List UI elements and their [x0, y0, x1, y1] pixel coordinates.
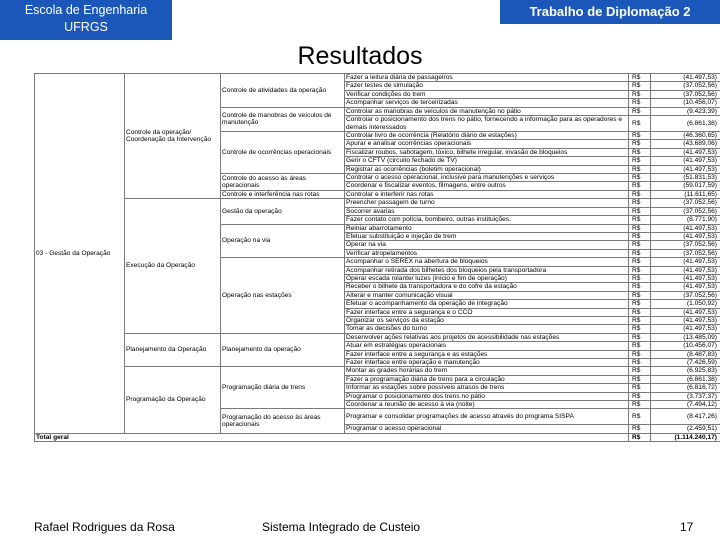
activity-cell: Montar as grades horárias do trem: [345, 367, 629, 375]
value-cell: (41.497,53): [651, 232, 720, 240]
results-table: [34, 73, 720, 442]
value-cell: (41.497,53): [651, 325, 720, 333]
currency-cell: R$: [629, 132, 651, 140]
activity-cell: Coordenar a reunião de acesso à via (noite): [345, 401, 629, 409]
currency-cell: R$: [629, 425, 651, 433]
value-cell: (7.426,59): [651, 359, 720, 367]
activity-cell: Programar o acesso operacional: [345, 425, 629, 433]
currency-cell: R$: [629, 350, 651, 358]
activity-cell: Operar escada rolante/ luzes (início e fim de operação): [345, 274, 629, 282]
activity-cell: Reiniar abarrotamento: [345, 224, 629, 232]
value-cell: (37.052,56): [651, 241, 720, 249]
activity-cell: Fazer a leitura diária de passageiros: [345, 74, 629, 82]
activity-cell: Informar as estações sobre possíveis atrasos de trens: [345, 384, 629, 392]
page-number: 17: [680, 520, 694, 534]
header-school: Escola de Engenharia: [24, 3, 148, 17]
value-cell: (7.494,12): [651, 401, 720, 409]
value-cell: (10.456,07): [651, 99, 720, 107]
activity-cell: Fazer interface entre a segurança e as estações: [345, 350, 629, 358]
currency-cell: R$: [629, 375, 651, 383]
currency-cell: R$: [629, 401, 651, 409]
footer-system: Sistema Integrado de Custeio: [262, 520, 421, 534]
value-cell: (8.487,83): [651, 350, 720, 358]
activity-cell: Socorrer avarias: [345, 207, 629, 215]
activity-cell: Organizar os serviços da estação: [345, 316, 629, 324]
currency-cell: R$: [629, 74, 651, 82]
currency-cell: R$: [629, 333, 651, 341]
value-cell: (41.497,53): [651, 266, 720, 274]
activity-cell: Controlar o acesso operacional, inclusive para manutenções e serviços: [345, 174, 629, 182]
total-label: Total geral: [35, 433, 629, 441]
value-cell: (37.052,56): [651, 90, 720, 98]
value-cell: (3.737,37): [651, 392, 720, 400]
l2-controle: Controle da operação/ Coordenação da Intervenção: [125, 74, 221, 199]
activity-cell: Desenvolver ações relativas aos projetos de acessibilidade nas estações: [345, 333, 629, 341]
currency-cell: R$: [629, 392, 651, 400]
header-course: Trabalho de Diplomação 2: [500, 0, 720, 24]
activity-cell: Atuar em estratégias operacionais: [345, 342, 629, 350]
l1-cell: 03 - Gestão da Operação: [35, 74, 125, 434]
currency-cell: R$: [629, 274, 651, 282]
activity-cell: Fazer contato com polícia, bombeiro, outras instituições.: [345, 216, 629, 224]
value-cell: (46.360,65): [651, 132, 720, 140]
value-cell: (41.497,53): [651, 308, 720, 316]
activity-cell: Controlar o posicionamento dos trens no pátio, fornecendo a informação para as operadores e demais interessados: [345, 116, 629, 132]
value-cell: (41.497,53): [651, 316, 720, 324]
activity-cell: Efetuar o acompanhamento da operação de integração: [345, 300, 629, 308]
value-cell: (6.861,38): [651, 375, 720, 383]
value-cell: (37.052,56): [651, 82, 720, 90]
l3-manobras: Controle de manobras de veículos de manutenção: [221, 107, 345, 131]
activity-cell: Controlar livro de ocorrência (Relatório diário de estações): [345, 132, 629, 140]
activity-cell: Preencher passagem de turno: [345, 199, 629, 207]
value-cell: (41.497,53): [651, 148, 720, 156]
currency-cell: R$: [629, 182, 651, 190]
currency-cell: R$: [629, 116, 651, 132]
value-cell: (13.485,09): [651, 333, 720, 341]
currency-cell: R$: [629, 291, 651, 299]
currency-cell: R$: [629, 241, 651, 249]
activity-cell: Fazer interface entre operação e manutenção: [345, 359, 629, 367]
results-table-wrapper: [34, 73, 720, 442]
total-currency: R$: [629, 433, 651, 441]
value-cell: (37.052,56): [651, 249, 720, 257]
currency-cell: R$: [629, 283, 651, 291]
activity-cell: Registrar as ocorrências (boletim operacional): [345, 165, 629, 173]
currency-cell: R$: [629, 216, 651, 224]
activity-cell: Acompanhar serviços de terceirizadas: [345, 99, 629, 107]
activity-cell: Acompanhar o SEREX na abertura de bloqueios: [345, 258, 629, 266]
activity-cell: Fiscalizar roubos, sabotagem, tóxico, bilhete irregular, invasão de bloqueios: [345, 148, 629, 156]
currency-cell: R$: [629, 258, 651, 266]
header-university: UFRGS: [64, 20, 108, 34]
value-cell: (41.497,53): [651, 274, 720, 282]
l3-atividades: Controle de atividades da operação: [221, 74, 345, 108]
l3-acesso: Controle do acesso às áreas operacionais: [221, 174, 345, 191]
activity-cell: Coordenar e fiscalizar eventos, filmagens, entre outros: [345, 182, 629, 190]
value-cell: (43.689,06): [651, 140, 720, 148]
currency-cell: R$: [629, 316, 651, 324]
l3-via: Operação na via: [221, 224, 345, 258]
l2-planejamento: Planejamento da Operação: [125, 333, 221, 367]
activity-cell: Fazer testes de simulação: [345, 82, 629, 90]
activity-cell: Alterar e manter comunicação visual: [345, 291, 629, 299]
table-row: [35, 333, 720, 341]
currency-cell: R$: [629, 190, 651, 198]
currency-cell: R$: [629, 342, 651, 350]
currency-cell: R$: [629, 82, 651, 90]
l2-programacao: Programação da Operação: [125, 367, 221, 433]
value-cell: (6.925,83): [651, 367, 720, 375]
footer-author: Rafael Rodrigues da Rosa: [34, 520, 175, 534]
value-cell: (2.459,51): [651, 425, 720, 433]
activity-cell: Efetuar substituição e injeção de trem: [345, 232, 629, 240]
value-cell: (59.017,59): [651, 182, 720, 190]
table-row: [35, 74, 720, 82]
value-cell: (51.831,53): [651, 174, 720, 182]
currency-cell: R$: [629, 232, 651, 240]
currency-cell: R$: [629, 207, 651, 215]
currency-cell: R$: [629, 325, 651, 333]
value-cell: (1.050,92): [651, 300, 720, 308]
header-institution: [0, 0, 172, 40]
activity-cell: Fazer a programação diária de trens para a circulação: [345, 375, 629, 383]
currency-cell: R$: [629, 224, 651, 232]
value-cell: (41.497,53): [651, 258, 720, 266]
value-cell: (8.417,26): [651, 409, 720, 425]
value-cell: (41.497,53): [651, 165, 720, 173]
activity-cell: Verificar atropelamentos: [345, 249, 629, 257]
currency-cell: R$: [629, 266, 651, 274]
value-cell: (41.497,53): [651, 283, 720, 291]
value-cell: (41.497,53): [651, 157, 720, 165]
l3-prog-acesso: Programação do acesso às áreas operacionais: [221, 409, 345, 433]
activity-cell: Fazer interface entre a segurança e o CCO: [345, 308, 629, 316]
value-cell: (11.611,65): [651, 190, 720, 198]
currency-cell: R$: [629, 174, 651, 182]
currency-cell: R$: [629, 148, 651, 156]
currency-cell: R$: [629, 165, 651, 173]
value-cell: (37.052,56): [651, 291, 720, 299]
currency-cell: R$: [629, 359, 651, 367]
value-cell: (6.816,72): [651, 384, 720, 392]
currency-cell: R$: [629, 367, 651, 375]
currency-cell: R$: [629, 157, 651, 165]
activity-cell: Acompanhar retirada dos bilhetes dos bloqueios pela transportadora: [345, 266, 629, 274]
l3-estacoes: Operação nas estações: [221, 258, 345, 334]
currency-cell: R$: [629, 140, 651, 148]
value-cell: (41.497,53): [651, 74, 720, 82]
value-cell: (6.861,38): [651, 116, 720, 132]
l3-gestao: Gestão da operação: [221, 199, 345, 224]
activity-cell: Apurar e analisar ocorrências operacionais: [345, 140, 629, 148]
currency-cell: R$: [629, 308, 651, 316]
value-cell: (37.052,56): [651, 199, 720, 207]
activity-cell: Tomar as decisões do turno: [345, 325, 629, 333]
activity-cell: Receber o bilhete da transportadora e do cofre da estação: [345, 283, 629, 291]
total-value: (1.114.240,17): [651, 433, 720, 441]
activity-cell: Verificar condições do trem: [345, 90, 629, 98]
activity-cell: Controlar as manobras de veículos de manutenção no pátio: [345, 107, 629, 115]
l3-prog-trens: Programação diária de trens: [221, 367, 345, 409]
activity-cell: Programar o posicionamento dos trens no pátio: [345, 392, 629, 400]
activity-cell: Operar na via: [345, 241, 629, 249]
l3-planej: Planejamento da operação: [221, 333, 345, 367]
currency-cell: R$: [629, 409, 651, 425]
value-cell: (37.052,56): [651, 207, 720, 215]
value-cell: (10.456,07): [651, 342, 720, 350]
value-cell: (9.423,39): [651, 107, 720, 115]
currency-cell: R$: [629, 249, 651, 257]
currency-cell: R$: [629, 90, 651, 98]
value-cell: (8.771,90): [651, 216, 720, 224]
currency-cell: R$: [629, 384, 651, 392]
currency-cell: R$: [629, 107, 651, 115]
activity-cell: Programar e consolidar programações de acesso através do programa SISPA: [345, 409, 629, 425]
l3-interferencia: Controle e interferência nas rotas: [221, 190, 345, 198]
activity-cell: Controlar e interferir nas rotas: [345, 190, 629, 198]
l2-execucao: Execução da Operação: [125, 199, 221, 334]
value-cell: (41.497,53): [651, 224, 720, 232]
activity-cell: Gerir o CFTV (circuito fechado de TV): [345, 157, 629, 165]
l3-ocorrencias: Controle de ocorrências operacionais: [221, 132, 345, 174]
currency-cell: R$: [629, 99, 651, 107]
total-row: [35, 433, 720, 441]
currency-cell: R$: [629, 300, 651, 308]
currency-cell: R$: [629, 199, 651, 207]
table-row: [35, 199, 720, 207]
page-title: Resultados: [297, 42, 423, 70]
table-row: [35, 367, 720, 375]
